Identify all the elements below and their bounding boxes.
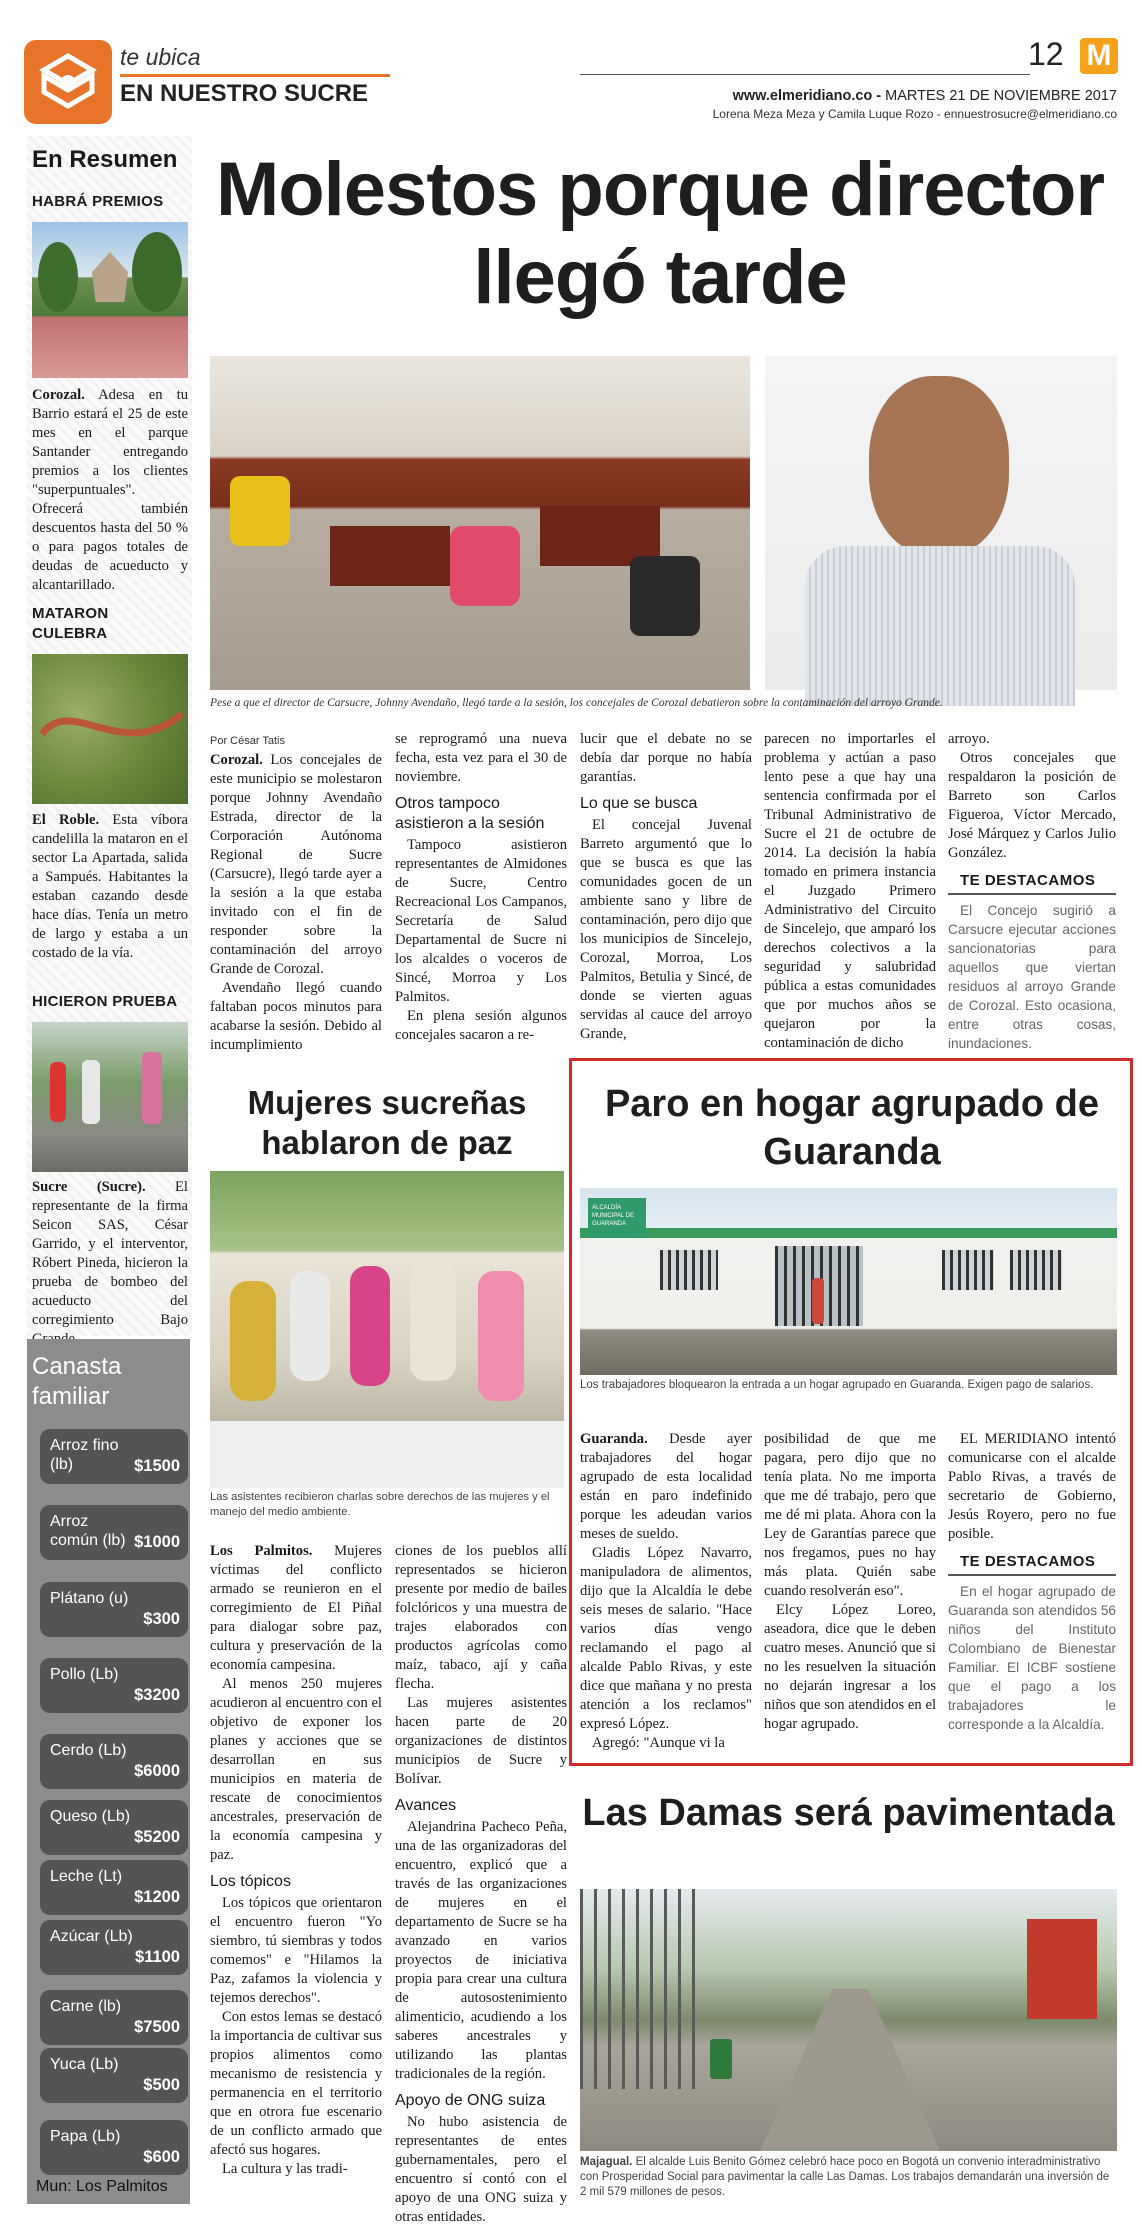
damas-caption: [580, 2155, 1117, 2200]
sidebar-lead-premios: Corozal.: [32, 387, 85, 403]
price-item-value: $1100: [135, 1948, 180, 1966]
price-item-name: Queso (Lb): [50, 1808, 131, 1825]
price-item-name: Azúcar (Lb): [50, 1928, 133, 1945]
sidebar-heading-culebra: MATARON CULEBRA: [32, 605, 109, 642]
mujeres-subhead-1: Los tópicos: [210, 1873, 291, 1890]
main-col-3: [580, 730, 752, 1048]
section-logo: [24, 40, 112, 124]
paro-headline: Paro en hogar agrupado de Guaranda: [604, 1083, 1100, 1173]
mujeres-col1d: Con estos lemas se destacó la importancia de cultivar sus propios alimentos como mecanismo de resistencia y permanencia en el territorio que en otrora fue escenario de un conflicto armado que afectó sus hogares.: [210, 2009, 382, 2158]
section-title: EN NUESTRO SUCRE: [120, 80, 369, 107]
location-shield-icon: [24, 40, 112, 124]
mujeres-col1a-para: [210, 1542, 382, 1675]
main-col2b: Tampoco asistieron representantes de Almidones de Sucre, Centro Recreacional Los Campanos, Secretaría de Salud Departamental de Sucre ni los alcaldes o voceros de Sincé, Morroa y Los Palmitos.: [395, 837, 567, 1005]
mujeres-col1e: La cultura y las tradi-: [222, 2161, 348, 2177]
paro-col2b: Elcy López Loreo, aseadora, dice que le deben cuatro meses. Anunció que si no les resuelven la situación no dejarán ingresar a los niños que son atendidos en el hogar agrupado.: [764, 1602, 936, 1732]
main-col-4: [764, 730, 936, 1051]
building-sign: ALCALDÍA MUNICIPAL DE GUARANDA: [588, 1198, 646, 1238]
price-item-name: Arroz fino (lb): [50, 1437, 119, 1473]
mujeres-col-1: [210, 1542, 382, 2210]
site-url: www.elmeridiano.co -: [732, 88, 882, 104]
mujeres-col1b: Al menos 250 mujeres acudieron al encuentro con el objetivo de exponer los planes y acciones que se desarrollan en sus municipios en materia de rescate de conocimientos ancestrales, preservación de la economía campesina y paz.: [210, 1676, 382, 1863]
main-col2a: se reprogramó una nueva fecha, esta vez para el 30 de noviembre.: [395, 731, 567, 785]
damas-caption-lead: Majagual.: [580, 2156, 633, 2168]
price-item-value: $5200: [134, 1828, 180, 1846]
paro-col1a-para: [580, 1430, 752, 1544]
sidebar-text-prueba: [32, 1178, 188, 1349]
sidebar-text-premios: [32, 386, 188, 595]
main-subhead-1: Otros tampoco asistieron a la sesión: [395, 795, 545, 832]
price-item: [40, 1734, 188, 1789]
photo-pump-test: [32, 1022, 188, 1172]
paro-lead: Guaranda.: [580, 1431, 648, 1447]
page-number: 12: [1028, 36, 1064, 72]
main-col1b: Avendaño llegó cuando faltaban pocos minutos para acabarse la sesión. Debido al incumplimiento: [210, 980, 382, 1053]
sidebar-heading-prueba: HICIERON PRUEBA: [32, 993, 178, 1010]
paro-col1a: Desde ayer trabajadores del hogar agrupado de esta localidad están en paro indefinido porque les adeudan varios meses de sueldo.: [580, 1431, 752, 1542]
main-col3b: El concejal Juvenal Barreto argumentó que lo que se busca es que las comunidades gocen de un ambiente sano y libre de contaminación, pero dijo que los municipios de Sincelejo, Corozal, Morroa, Los Palmitos, Betulia y Sincé, de donde se vierten aguas servidas al cauce del arroyo Grande,: [580, 817, 752, 1042]
mujeres-col2a: ciones de los pueblos allí representados se hicieron presente por medio de bailes folclóricos y una muestra de trajes elaborados con productos agrícolas como maíz, tabaco, ají y caña flecha.: [395, 1543, 567, 1692]
main-col3a: lucir que el debate no se debía dar porque no había garantías.: [580, 731, 752, 785]
byline: Por César Tatis: [210, 735, 285, 747]
price-item-value: $1000: [134, 1533, 180, 1551]
damas-headline: Las Damas será pavimentada: [582, 1792, 1115, 1834]
mujeres-headline: Mujeres sucreñas hablaron de paz: [247, 1084, 527, 1161]
price-item: [40, 1505, 188, 1560]
mujeres-col1c: Los tópicos que orientaron el encuentro fueron "Yo siembro, tú siembras y todos comemos" e "Hilamos la Paz, zafamos la violencia y tejemos derechos".: [210, 1895, 382, 2006]
main-photo-caption: Pese a que el director de Carsucre, Johnny Avendaño, llegó tarde a la sesión, los concejales de Corozal debatieron sobre la contaminación del arroyo Grande.: [210, 697, 943, 709]
paro-col-3: [948, 1430, 1116, 1756]
price-item-value: $3200: [134, 1686, 180, 1704]
mujeres-col2b: Las mujeres asistentes hacen parte de 20 organizaciones de distintos municipios de Sucre y Bolívar.: [395, 1695, 567, 1787]
price-item: [40, 1990, 188, 2045]
price-item: [40, 1429, 188, 1484]
photo-women-meeting: [210, 1171, 564, 1488]
brand-logo: M: [1080, 38, 1118, 74]
photo-hogar-agrupado: [580, 1188, 1117, 1375]
price-item-name: Yuca (Lb): [50, 2056, 119, 2073]
main-col1-para: [210, 751, 382, 979]
price-item-value: $500: [143, 2076, 180, 2094]
price-item: [40, 1860, 188, 1915]
snake-icon: [32, 654, 188, 804]
paro-col3a: EL MERIDIANO intentó comunicarse con el alcalde Pablo Rivas, a través de secretario de Gobierno, Jesús Royero, pero no fue posible.: [948, 1431, 1116, 1542]
price-item-value: $1200: [134, 1888, 180, 1906]
mujeres-col2c: Alejandrina Pacheco Peña, una de las organizadoras del encuentro, explicó que a través de las organizaciones de mujeres en el departamento de Sucre se ha avanzado en varios proyectos de iniciativa propia para crear una cultura de autosostenimiento alimenticio, acudiendo a los saberes ancestrales y utilizando las plantas tradicionales de la región.: [395, 1819, 567, 2082]
sidebar-title: En Resumen: [32, 146, 178, 173]
price-item: [40, 1582, 188, 1637]
sidebar-body-culebra: Esta víbora candelilla la mataron en el sector La Apartada, salida a Sampués. Habitantes la estaban cazando desde hace días. Tenía un metro de largo y estaba a un costado de la vía.: [32, 812, 188, 961]
price-item-value: $300: [143, 1610, 180, 1628]
damas-caption-text: El alcalde Luis Benito Gómez celebró hace poco en Bogotá un convenio interadministrativo con Prosperidad Social para pavimentar la calle Las Damas. Los trabajos demandarán una inversión de 2 mil 579 millones de pesos.: [580, 2156, 1110, 2198]
main-lead: Corozal.: [210, 752, 263, 768]
mujeres-subhead-3: Apoyo de ONG suiza: [395, 2092, 546, 2109]
main-col-2: [395, 730, 567, 1048]
main-col4: parecen no importarles el problema y actúan a paso lento pese a que hay una sentencia confirmada por el Tribunal Administrativo de Sucre el 21 de octubre de 2014. La decisión la había tomado en primera instancia el Juzgado Primero Administrativo del Circuito de Sincelejo, que amparó los derechos colectivos a la seguridad y salubridad pública a estas comunidades que por muchos años se quejaron por la contaminación de dicho: [764, 731, 936, 1051]
price-item: [40, 2120, 188, 2175]
price-item-name: Papa (Lb): [50, 2128, 121, 2145]
mujeres-col-2: [395, 1542, 567, 2225]
paro-destacamos-text: En el hogar agrupado de Guaranda son atendidos 56 niños del Instituto Colombiano de Bienestar Familiar. El ICBF sostiene que el pago a los trabajadores le corresponde a la Alcaldía.: [948, 1584, 1116, 1732]
price-item-name: Leche (Lt): [50, 1868, 123, 1885]
price-item-name: Plátano (u): [50, 1590, 129, 1607]
main-col5b: Otros concejales que respaldaron la posición de Barreto son Carlos Figueroa, Víctor Mercado, José Márquez y Carlos Julio González.: [948, 750, 1116, 861]
sidebar-lead-culebra: El Roble.: [32, 812, 100, 828]
price-item-value: $6000: [134, 1762, 180, 1780]
main-destacamos-title: TE DESTACAMOS: [948, 871, 1116, 895]
photo-park: [32, 222, 188, 378]
paro-col1b: Gladis López Navarro, manipuladora de alimentos, dijo que la Alcaldía le debe seis meses de salario. "Hace varios días vengo reclamando el pago al alcalde Pablo Rivas, y este dice que mañana y no presta atención a los reclamos" expresó López.: [580, 1545, 752, 1732]
sidebar-heading-premios: HABRÁ PREMIOS: [32, 193, 164, 210]
canasta-title: Canasta familiar: [32, 1353, 122, 1410]
mujeres-lead: Los Palmitos.: [210, 1543, 313, 1559]
main-col-1: [210, 732, 382, 1053]
price-item-value: $1500: [134, 1457, 180, 1475]
photo-street: [580, 1889, 1117, 2151]
photo-council-session: [210, 356, 750, 690]
price-item: [40, 1658, 188, 1713]
main-col5a: arroyo.: [948, 731, 990, 747]
section-kicker: te ubica: [120, 44, 201, 70]
canasta-municipio: Mun: Los Palmitos: [36, 2178, 168, 2195]
header-rule: [580, 74, 1030, 75]
paro-col-2: [764, 1430, 936, 1756]
main-destacamos-text: El Concejo sugirió a Carsucre ejecutar acciones sancionatorias para aquellos que viertan residuos al arroyo Grande de Corozal. Esto ocasiona, entre otras cosas, inundaciones.: [948, 903, 1116, 1051]
price-item: [40, 1920, 188, 1975]
main-subhead-2: Lo que se busca: [580, 795, 698, 812]
paro-col-1: [580, 1430, 752, 1756]
paro-col1c: Agregó: "Aunque vi la: [592, 1735, 725, 1751]
photo-snake: [32, 654, 188, 804]
issue-date: MARTES 21 DE NOVIEMBRE 2017: [881, 88, 1117, 104]
sidebar-lead-prueba: Sucre (Sucre).: [32, 1179, 146, 1195]
dateline: [733, 88, 1117, 104]
main-headline: Molestos porque director llegó tarde: [215, 147, 1105, 320]
mujeres-col1a: Mujeres víctimas del conflicto armado se reunieron en el corregimiento de El Piñal para dialogar sobre paz, cultura y preservación de la economía campesina.: [210, 1543, 382, 1673]
price-item: [40, 1800, 188, 1855]
authors-line: Lorena Meza Meza y Camila Luque Rozo - ennuestrosucre@elmeridiano.co: [712, 107, 1117, 121]
price-item-name: Carne (lb): [50, 1998, 122, 2015]
paro-photo-caption: Los trabajadores bloquearon la entrada a un hogar agrupado en Guaranda. Exigen pago de salarios.: [580, 1379, 1094, 1391]
price-item-value: $600: [143, 2148, 180, 2166]
mujeres-col2d: No hubo asistencia de representantes de entes gubernamentales, pero el encuentro sí contó con el apoyo de una ONG suiza y otras entidades.: [395, 2114, 567, 2225]
paro-destacamos-title: TE DESTACAMOS: [948, 1552, 1116, 1576]
section-rule: [120, 74, 390, 77]
paro-col2a: posibilidad de que me pagara, pero dijo que no tenía plata. No me importa que me dé trabajo, pero que me dé mi plata. Ahora con la Ley de Garantías parece que nos fregamos, pues no hay más plata. Quién sabe cuando resolverán eso".: [764, 1431, 936, 1599]
main-col1-text: Los concejales de este municipio se molestaron porque Johnny Avendaño Estrada, director de la Corporación Autónoma Regional de Sucre (Carsucre), llegó tarde ayer a la sesión a la que estaba invitado con el fin de responder sobre la contaminación del arroyo Grande de Corozal.: [210, 752, 382, 977]
price-item: [40, 2048, 188, 2103]
sidebar-body-premios: Adesa en tu Barrio estará el 25 de este mes en el parque Santander entregando premios a los clientes "superpuntuales". Ofrecerá también descuentos hasta del 50 % o para pagos totales de deudas de acueducto y alcantarillado.: [32, 387, 188, 593]
main-col2c: En plena sesión algunos concejales sacaron a re-: [395, 1008, 567, 1043]
mujeres-subhead-2: Avances: [395, 1797, 457, 1814]
main-col-5: [948, 730, 1116, 1051]
photo-director-portrait: [765, 356, 1117, 690]
sidebar-body-prueba: El representante de la firma Seicon SAS, César Garrido, y el interventor, Róbert Pineda, hicieron la prueba de bombeo del acueducto del corregimiento Bajo: [32, 1179, 188, 1328]
price-item-value: $7500: [134, 2018, 180, 2036]
price-item-name: Pollo (Lb): [50, 1666, 119, 1683]
sidebar-text-culebra: [32, 811, 188, 963]
price-item-name: Arroz común (lb): [50, 1513, 126, 1549]
price-item-name: Cerdo (Lb): [50, 1742, 127, 1759]
mujeres-photo-caption: Las asistentes recibieron charlas sobre derechos de las mujeres y el manejo del medio ambiente.: [210, 1491, 550, 1518]
